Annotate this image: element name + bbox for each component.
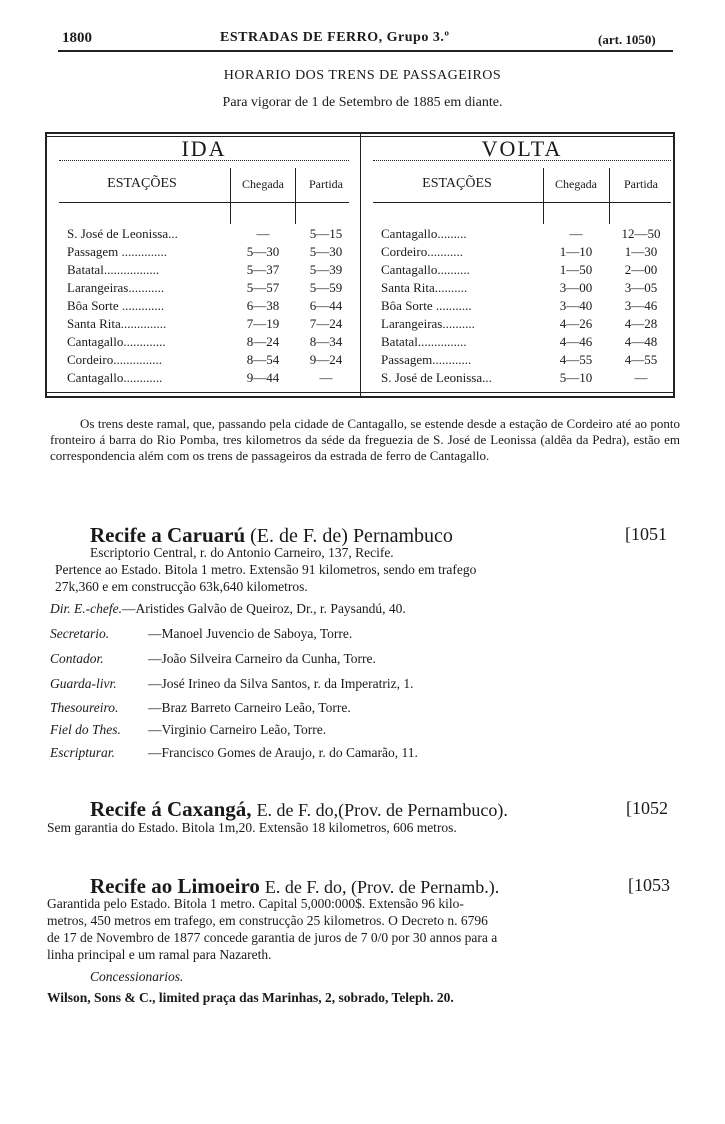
volta-station: S. José de Leonissa... <box>381 370 492 385</box>
ida-station: Larangeiras........... <box>67 280 165 295</box>
ida-departure: 6—44 <box>309 298 343 313</box>
volta-departure: 4—28 <box>624 316 658 331</box>
volta-station: Batatal............... <box>381 334 467 349</box>
staff-name: —João Silveira Carneiro da Cunha, Torre. <box>148 651 376 666</box>
entry-1051-suffix: (E. de F. de) Pernambuco <box>250 525 453 547</box>
ida-col-stations: ESTAÇÕES <box>107 176 177 191</box>
volta-station: Bôa Sorte ........... <box>381 298 472 313</box>
volta-arrival: — <box>569 226 583 241</box>
staff-role: Dir. E.-chefe. <box>50 601 122 616</box>
staff-name: —José Irineo da Silva Santos, r. da Imperatriz, 1. <box>148 676 414 691</box>
ida-arrival: 8—54 <box>246 352 280 367</box>
volta-arrival: 4—55 <box>559 352 593 367</box>
staff-role: Guarda-livr. <box>50 676 117 691</box>
staff-role: Escripturar. <box>50 745 115 760</box>
ida-station: Cantagallo............. <box>67 334 166 349</box>
ida-arrival: 5—57 <box>246 280 280 295</box>
ida-arrival: 6—38 <box>246 298 280 313</box>
article-reference: (art. 1050) <box>598 32 656 47</box>
volta-arrival: 3—00 <box>559 280 593 295</box>
staff-line <box>50 676 413 692</box>
running-title: ESTRADAS DE FERRO, Grupo 3.º <box>220 30 450 45</box>
entry-1051-desc-2: 27k,360 e em construcção 63k,640 kilometros. <box>55 579 308 594</box>
ida-station: Cantagallo............ <box>67 370 163 385</box>
entry-1053-number: [1053 <box>628 875 670 895</box>
volta-departure: — <box>634 370 648 385</box>
ida-arrival: 8—24 <box>246 334 280 349</box>
volta-station: Larangeiras.......... <box>381 316 475 331</box>
volta-station: Cantagallo.......... <box>381 262 470 277</box>
entry-1053-desc-2: metros, 450 metros em trafego, em construcção 25 kilometros. O Decreto n. 6796 <box>47 913 488 928</box>
volta-station: Santa Rita.......... <box>381 280 468 295</box>
volta-departure: 2—00 <box>624 262 658 277</box>
ida-col-departure: Partida <box>309 177 343 191</box>
timetable <box>45 132 675 398</box>
ida-departure: 5—39 <box>309 262 343 277</box>
entry-1052-suffix: E. de F. do,(Prov. de Pernambuco). <box>256 800 508 820</box>
volta-departure: 4—55 <box>624 352 658 367</box>
timetable-title: HORARIO DOS TRENS DE PASSAGEIROS <box>223 68 502 83</box>
entry-1053-concession: Wilson, Sons & C., limited praça das Marinhas, 2, sobrado, Teleph. 20. <box>47 990 454 1005</box>
staff-line <box>50 651 376 667</box>
staff-role: Contador. <box>50 651 104 666</box>
staff-name: —Virginio Carneiro Leão, Torre. <box>148 722 327 737</box>
volta-header-rule <box>373 202 671 203</box>
volta-station: Cantagallo......... <box>381 226 467 241</box>
ida-label: IDA <box>181 136 227 161</box>
volta-departure: 4—48 <box>624 334 658 349</box>
entry-1053-desc-3: de 17 de Novembro de 1877 concede garantia de juros de 7 0/0 por 30 annos para a <box>47 930 498 945</box>
ida-station: Batatal................. <box>67 262 160 277</box>
ida-departure: 9—24 <box>309 352 343 367</box>
ida-col-arrival: Chegada <box>242 177 284 191</box>
ida-departure: 7—24 <box>309 316 343 331</box>
staff-role: Fiel do Thes. <box>50 722 121 737</box>
ida-arrival: 5—37 <box>246 262 280 277</box>
ida-departure: 5—15 <box>309 226 343 241</box>
ida-station: S. José de Leonissa... <box>67 226 178 241</box>
ida-arrival: 7—19 <box>246 316 280 331</box>
volta-station: Passagem............ <box>381 352 472 367</box>
staff-line <box>50 626 352 642</box>
volta-departure: 3—05 <box>624 280 658 295</box>
entry-1053-concession-label: Concessionarios. <box>90 969 184 984</box>
volta-station: Cordeiro........... <box>381 244 463 259</box>
volta-arrival: 3—40 <box>559 298 593 313</box>
volta-arrival: 4—26 <box>559 316 593 331</box>
entry-1051-desc-1: Pertence ao Estado. Bitola 1 metro. Extensão 91 kilometros, sendo em trafego <box>55 562 477 577</box>
volta-departure: 12—50 <box>621 226 661 241</box>
ida-departure: 8—34 <box>309 334 343 349</box>
volta-col-departure: Partida <box>624 177 658 191</box>
entry-1052-name: Recife á Caxangá, <box>90 797 252 821</box>
staff-line <box>50 601 406 617</box>
volta-col-arrival: Chegada <box>555 177 597 191</box>
staff-name: —Braz Barreto Carneiro Leão, Torre. <box>148 700 351 715</box>
staff-line <box>50 700 351 716</box>
volta-col-stations: ESTAÇÕES <box>422 176 492 191</box>
header-rule <box>58 50 673 52</box>
volta-arrival: 1—50 <box>559 262 593 277</box>
ida-departure: 5—59 <box>309 280 343 295</box>
entry-1051-office: Escriptorio Central, r. do Antonio Carneiro, 137, Recife. <box>90 545 394 560</box>
entry-1053-desc-4: linha principal e um ramal para Nazareth. <box>47 947 272 962</box>
entry-1053-suffix: E. de F. do, (Prov. de Pernamb.). <box>264 877 500 897</box>
ida-departure: — <box>319 370 333 385</box>
entry-1052-number: [1052 <box>626 798 668 818</box>
staff-name: —Francisco Gomes de Araujo, r. do Camarão, 11. <box>148 745 418 760</box>
entry-1051-name: Recife a Caruarú <box>90 523 246 547</box>
staff-name: —Manoel Juvencio de Saboya, Torre. <box>148 626 353 641</box>
ida-header-rule <box>59 202 349 203</box>
ida-arrival: 9—44 <box>246 370 280 385</box>
volta-departure: 1—30 <box>624 244 658 259</box>
entry-1052-desc: Sem garantia do Estado. Bitola 1m,20. Extensão 18 kilometros, 606 metros. <box>47 820 457 835</box>
staff-role: Thesoureiro. <box>50 700 119 715</box>
entry-1052-heading <box>90 797 508 822</box>
table-inner-top-rule <box>45 136 675 137</box>
ida-station: Cordeiro............... <box>67 352 162 367</box>
staff-name: —Aristides Galvão de Queiroz, Dr., r. Paysandú, 40. <box>121 601 406 616</box>
staff-role: Secretario. <box>50 626 110 641</box>
timetable-subtitle: Para vigorar de 1 de Setembro de 1885 em diante. <box>222 95 503 110</box>
staff-line <box>50 745 418 761</box>
ida-arrival: — <box>256 226 270 241</box>
ida-station: Bôa Sorte ............. <box>67 298 165 313</box>
ida-station: Santa Rita.............. <box>67 316 167 331</box>
timetable-note: Os trens deste ramal, que, passando pela cidade de Cantagallo, se estende desde a estação de Cordeiro até ao ponto fronteiro á barra do Rio Pomba, tres kilometros da séde da freguezia de S. José de Leonissa (aldêa da Pedra), estão em correspondencia além com os trens de passageiros da estrada de ferro de Cantagallo. <box>50 416 680 463</box>
table-inner-bottom-rule <box>45 392 675 393</box>
ida-arrival: 5—30 <box>246 244 280 259</box>
entry-1051-number: [1051 <box>625 524 667 544</box>
volta-arrival: 4—46 <box>559 334 593 349</box>
ida-departure: 5—30 <box>309 244 343 259</box>
page-number: 1800 <box>62 30 92 46</box>
staff-line <box>50 722 326 738</box>
volta-departure: 3—46 <box>624 298 658 313</box>
volta-arrival: 5—10 <box>559 370 593 385</box>
ida-station: Passagem .............. <box>67 244 168 259</box>
entry-1053-name: Recife ao Limoeiro <box>90 874 260 898</box>
entry-1053-desc-1: Garantida pelo Estado. Bitola 1 metro. Capital 5,000:000$. Extensão 96 kilo- <box>47 896 464 911</box>
volta-label: VOLTA <box>481 136 563 161</box>
center-divider <box>360 134 361 396</box>
volta-arrival: 1—10 <box>559 244 593 259</box>
